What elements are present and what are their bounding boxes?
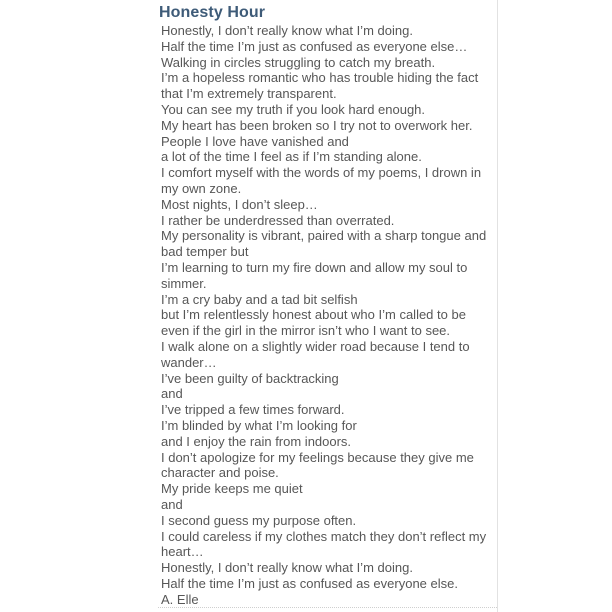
poem-line: Honestly, I don’t really know what I’m doing. xyxy=(161,23,413,38)
poem-line: my own zone. xyxy=(161,180,242,196)
poem-line: Most nights, I don’t sleep… xyxy=(161,196,318,212)
poem-line: wander… xyxy=(161,354,217,370)
poem-line: I’ve been guilty of backtracking xyxy=(161,370,339,386)
poem-line: My pride keeps me quiet xyxy=(161,481,303,497)
poem-line: even if the girl in the mirror isn’t who I want to see. xyxy=(161,323,451,339)
poem-line: I walk alone on a slightly wider road because I tend to xyxy=(161,338,470,354)
poem-line: a lot of the time I feel as if I’m standing alone. xyxy=(161,149,422,165)
poem-line: I’m a hopeless romantic who has trouble hiding the fact xyxy=(161,70,479,86)
poem-line: People I love have vanished and xyxy=(161,133,349,149)
poem-line: bad temper but xyxy=(161,244,249,260)
poem-line: I’m a cry baby and a tad bit selfish xyxy=(161,291,358,307)
poem-line: and xyxy=(161,496,183,512)
poem-line: Half the time I’m just as confused as everyone else. xyxy=(161,575,458,591)
poem-line: I comfort myself with the words of my poems, I drown in xyxy=(161,165,482,181)
poem-line: My personality is vibrant, paired with a sharp tongue and xyxy=(161,228,487,244)
poem-line: Walking in circles struggling to catch my breath. xyxy=(161,54,436,70)
poem-line: I’m blinded by what I’m looking for xyxy=(161,417,357,433)
poem-line: I’m learning to turn my fire down and allow my soul to xyxy=(161,259,468,275)
poem-line: simmer. xyxy=(161,275,207,291)
poem-line: I’ve tripped a few times forward. xyxy=(161,402,345,418)
poem-signature: A. Elle xyxy=(161,591,199,607)
poem-line: and xyxy=(161,386,183,402)
poem-line: I don’t apologize for my feelings because they give me xyxy=(161,449,474,465)
poem-body xyxy=(161,23,496,607)
poem-line: You can see my truth if you look hard enough. xyxy=(161,101,426,117)
poem-title: Honesty Hour xyxy=(159,4,266,21)
poem-line: I rather be underdressed than overrated. xyxy=(161,212,395,228)
poem-line: that I’m extremely transparent. xyxy=(161,86,337,102)
poem-line: but I’m relentlessly honest about who I’m called to be xyxy=(161,307,466,323)
poem-line: character and poise. xyxy=(161,465,279,481)
poem-line: Honestly, I don’t really know what I’m doing. xyxy=(161,560,413,576)
poem-line: I second guess my purpose often. xyxy=(161,512,357,528)
right-border-divider xyxy=(497,0,498,612)
poem-line: I could careless if my clothes match they don’t reflect my xyxy=(161,528,487,544)
poem-line: My heart has been broken so I try not to overwork her. xyxy=(161,117,473,133)
poem-line: Half the time I’m just as confused as everyone else… xyxy=(161,38,468,54)
poem-line: and I enjoy the rain from indoors. xyxy=(161,433,352,449)
poem-line: heart… xyxy=(161,544,204,560)
